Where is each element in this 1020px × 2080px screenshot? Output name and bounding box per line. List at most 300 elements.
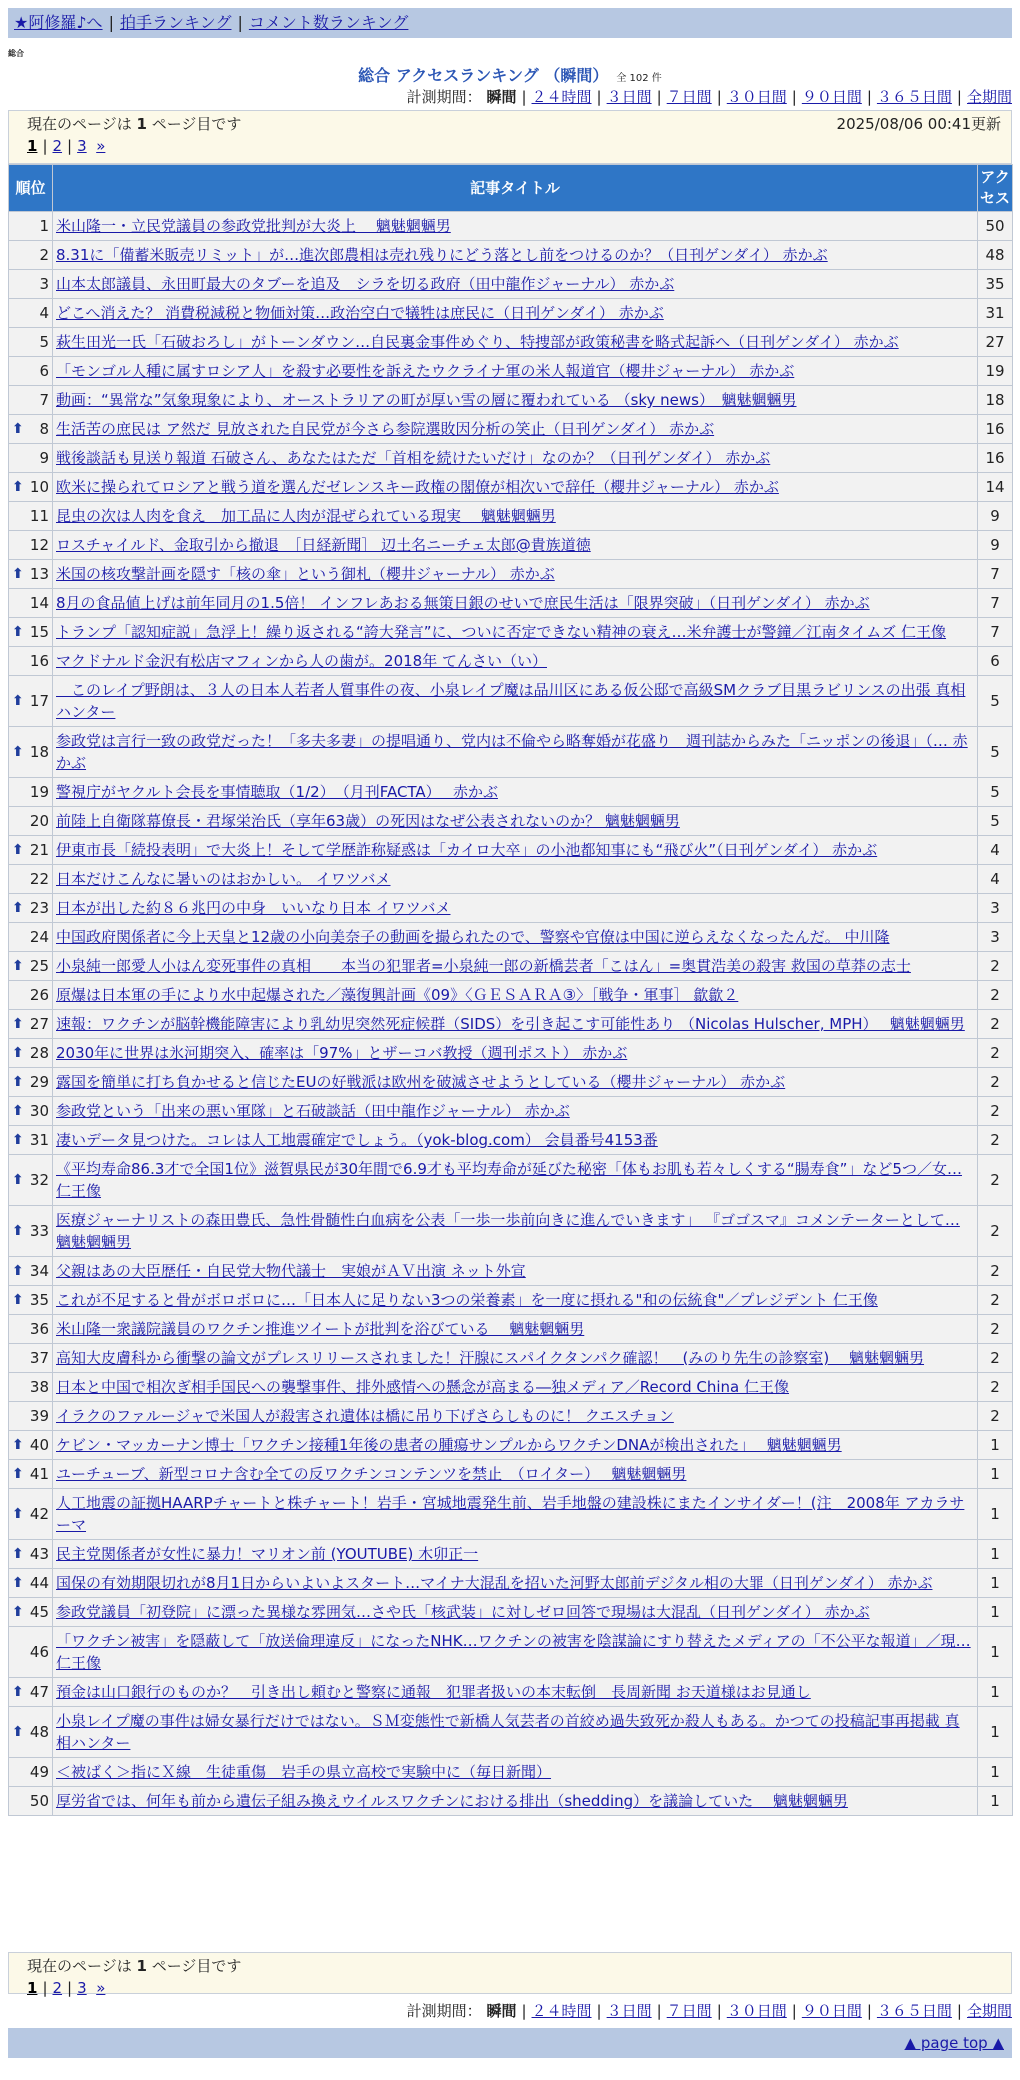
page-info-top: [8, 110, 1012, 164]
rank-number: 22: [29, 870, 49, 888]
article-link[interactable]: 米国の核攻撃計画を隠す「核の傘」という御札（櫻井ジャーナル） 赤かぶ: [56, 565, 555, 583]
rank-cell: [9, 836, 53, 865]
pager-current: 1: [27, 1979, 38, 1997]
rank-number: 20: [29, 812, 49, 830]
article-link[interactable]: 前陸上自衛隊幕僚長・君塚栄治氏（享年63歳）の死因はなぜ公表されないのか？ 魑魅魍魎男: [56, 812, 680, 830]
period-link-24h[interactable]: ２４時間: [531, 88, 592, 106]
period-link-365d[interactable]: ３６５日間: [876, 2002, 952, 2020]
nav-separator: |: [237, 13, 243, 32]
up-arrow-icon: ⬆: [12, 1045, 24, 1061]
table-row: [9, 894, 1013, 923]
rank-cell: [9, 1068, 53, 1097]
rank-number: 37: [29, 1349, 49, 1367]
table-row: [9, 923, 1013, 952]
table-row: [9, 241, 1013, 270]
article-link[interactable]: ＜被ばく＞指にＸ線 生徒重傷 岩手の県立高校で実験中に（毎日新聞）: [56, 1763, 552, 1781]
article-link[interactable]: 人工地震の証拠HAARPチャートと株チャート！岩手・宮城地震発生前、岩手地盤の建設株にまたインサイダー！(注 2008年 アカラサーマ: [56, 1494, 965, 1534]
access-count: 1: [978, 1569, 1013, 1598]
article-link[interactable]: 日本が出した約８６兆円の中身 いいなり日本 イワツバメ: [56, 899, 451, 917]
table-row: [9, 1286, 1013, 1315]
table-row: [9, 1431, 1013, 1460]
page-info-bottom: [8, 1952, 1012, 1997]
rank-cell: [9, 618, 53, 647]
title-cell: [53, 1540, 978, 1569]
article-link[interactable]: ケビン・マッカーナン博士「ワクチン接種1年後の患者の腫瘍サンプルからワクチンDNAが検出された」 魑魅魍魎男: [56, 1436, 842, 1454]
up-arrow-icon: ⬆: [12, 1016, 24, 1032]
title-cell: [53, 618, 978, 647]
article-link[interactable]: 「モンゴル人種に属すロシア人」を殺す必要性を訴えたウクライナ軍の米人報道官（櫻井ジャーナル） 赤かぶ: [56, 362, 795, 380]
article-link[interactable]: 米山隆一衆議院議員のワクチン推進ツイートが批判を浴びている 魑魅魍魎男: [56, 1320, 585, 1338]
rank-cell: [9, 807, 53, 836]
rank-number: 24: [29, 928, 49, 946]
access-count: 1: [978, 1758, 1013, 1787]
up-arrow-icon: ⬆: [12, 693, 24, 709]
article-link[interactable]: 小泉純一郎愛人小はん変死事件の真相 本当の犯罪者=小泉純一郎の新橋芸者「こはん」=奥貫浩美の殺害 救国の草莽の志士: [56, 957, 911, 975]
access-count: 2: [978, 1257, 1013, 1286]
access-count: 50: [978, 212, 1013, 241]
article-link[interactable]: 速報：ワクチンが脳幹機能障害により乳幼児突然死症候群（SIDS）を引き起こす可能性あり （Nicolas Hulscher, MPH） 魑魅魍魎男: [56, 1015, 965, 1033]
article-link[interactable]: 露国を簡単に打ち負かせると信じたEUの好戦派は欧州を破滅させようとしている（櫻井ジャーナル） 赤かぶ: [56, 1073, 786, 1091]
access-count: 27: [978, 328, 1013, 357]
table-row: [9, 328, 1013, 357]
title-cell: [53, 241, 978, 270]
rank-cell: [9, 727, 53, 778]
period-link-90d[interactable]: ９０日間: [801, 88, 862, 106]
title-cell: [53, 1206, 978, 1257]
access-count: 2: [978, 1068, 1013, 1097]
rank-cell: [9, 1758, 53, 1787]
rank-number: 27: [29, 1015, 49, 1033]
rank-cell: [9, 1569, 53, 1598]
period-link-90d[interactable]: ９０日間: [801, 2002, 862, 2020]
rank-cell: [9, 952, 53, 981]
article-link[interactable]: 萩生田光一氏「石破おろし」がトーンダウン…自民裏金事件めぐり、特捜部が政策秘書を略式起訴へ（日刊ゲンダイ） 赤かぶ: [56, 333, 899, 351]
title-cell: [53, 386, 978, 415]
rank-number: 12: [29, 536, 49, 554]
table-row: [9, 836, 1013, 865]
access-count: 14: [978, 473, 1013, 502]
rank-number: 26: [29, 986, 49, 1004]
access-count: 1: [978, 1431, 1013, 1460]
access-count: 5: [978, 807, 1013, 836]
article-link[interactable]: 民主党関係者が女性に暴力！マリオン前 (YOUTUBE) 木卯正一: [56, 1545, 479, 1563]
up-arrow-icon: ⬆: [12, 958, 24, 974]
rank-cell: [9, 212, 53, 241]
up-arrow-icon: ⬆: [12, 1263, 24, 1279]
access-count: 35: [978, 270, 1013, 299]
rank-number: 42: [29, 1505, 49, 1523]
table-row: [9, 1315, 1013, 1344]
page-status: 現在のページは 1 ページ目です: [27, 1957, 242, 1975]
table-row: [9, 1344, 1013, 1373]
nav-link-asyura[interactable]: ★阿修羅♪へ: [14, 13, 103, 32]
article-link[interactable]: 生活苦の庶民は ア然だ 見放された自民党が今さら参院選敗因分析の笑止（日刊ゲンダイ） 赤かぶ: [56, 420, 715, 438]
table-row: [9, 270, 1013, 299]
access-count: 1: [978, 1787, 1013, 1816]
up-arrow-icon: ⬆: [12, 1604, 24, 1620]
title-cell: [53, 981, 978, 1010]
rank-cell: [9, 589, 53, 618]
rank-cell: [9, 1039, 53, 1068]
article-link[interactable]: 参政党は言行一致の政党だった！「多夫多妻」の提唱通り、党内は不倫やら略奪婚が花盛り 週刊誌からみた「ニッポンの後退」（… 赤かぶ: [56, 732, 968, 772]
article-link[interactable]: このレイプ野朗は、３人の日本人若者人質事件の夜、小泉レイプ魔は品川区にある仮公邸で高級SMクラブ目黒ラビリンスの出張 真相ハンター: [56, 681, 966, 721]
article-link[interactable]: 日本と中国で相次ぎ相手国民への襲撃事件、排外感情への懸念が高まる―独メディア／Record China 仁王像: [56, 1378, 790, 1396]
rank-number: 21: [29, 841, 49, 859]
title-cell: [53, 647, 978, 676]
title-cell: [53, 1039, 978, 1068]
rank-number: 7: [39, 391, 49, 409]
table-row: [9, 1569, 1013, 1598]
access-count: 1: [978, 1460, 1013, 1489]
access-count: 2: [978, 1010, 1013, 1039]
article-link[interactable]: 凄いデータ見つけた。コレは人工地震確定でしょう。（yok-blog.com） 会員番号4153番: [56, 1131, 658, 1149]
title-cell: [53, 502, 978, 531]
period-link-365d[interactable]: ３６５日間: [876, 88, 952, 106]
rank-number: 34: [29, 1262, 49, 1280]
table-row: [9, 1402, 1013, 1431]
title-cell: [53, 1315, 978, 1344]
rank-cell: [9, 647, 53, 676]
article-link[interactable]: ユーチューブ、新型コロナ含む全ての反ワクチンコンテンツを禁止 （ロイター） 魑魅魍魎男: [56, 1465, 687, 1483]
access-count: 2: [978, 1373, 1013, 1402]
up-arrow-icon: ⬆: [12, 1437, 24, 1453]
table-row: [9, 1097, 1013, 1126]
article-link[interactable]: 欧米に操られてロシアと戦う道を選んだゼレンスキー政権の閣僚が相次いで辞任（櫻井ジャーナル） 赤かぶ: [56, 478, 779, 496]
article-link[interactable]: 「ワクチン被害」を隠蔽して「放送倫理違反」になったNHK…ワクチンの被害を陰謀論にすり替えたメディアの「不公平な報道」／現… 仁王像: [56, 1632, 971, 1672]
up-arrow-icon: ⬆: [12, 566, 24, 582]
access-count: 5: [978, 727, 1013, 778]
rank-cell: [9, 1286, 53, 1315]
up-arrow-icon: ⬆: [12, 900, 24, 916]
rank-cell: [9, 1540, 53, 1569]
rank-number: 33: [29, 1222, 49, 1240]
rank-number: 19: [29, 783, 49, 801]
article-link[interactable]: 2030年に世界は氷河期突入、確率は「97%」とザーコバ教授（週刊ポスト） 赤かぶ: [56, 1044, 628, 1062]
rank-number: 45: [29, 1603, 49, 1621]
rank-cell: [9, 1678, 53, 1707]
table-row: [9, 1155, 1013, 1206]
table-row: [9, 1627, 1013, 1678]
article-link[interactable]: 警視庁がヤクルト会長を事情聴取（1/2） （月刊FACTA） 赤かぶ: [56, 783, 498, 801]
rank-cell: [9, 1315, 53, 1344]
title-cell: [53, 1402, 978, 1431]
rank-cell: [9, 981, 53, 1010]
rank-cell: [9, 894, 53, 923]
col-access-header: アクセス: [978, 165, 1013, 212]
table-row: [9, 1257, 1013, 1286]
article-link[interactable]: 8.31に「備蓄米販売リミット」が…進次郎農相は売れ残りにどう落とし前をつけるのか？（日刊ゲンダイ） 赤かぶ: [56, 246, 828, 264]
period-label: 計測期間：: [406, 2002, 482, 2020]
rank-cell: [9, 865, 53, 894]
title-cell: [53, 1569, 978, 1598]
article-link[interactable]: 山本太郎議員、永田町最大のタブーを追及 シラを切る政府（田中龍作ジャーナル） 赤かぶ: [56, 275, 675, 293]
rank-cell: [9, 1707, 53, 1758]
pager-link-2[interactable]: 2: [52, 137, 63, 155]
rank-number: 31: [29, 1131, 49, 1149]
rank-number: 43: [29, 1545, 49, 1563]
table-row: [9, 647, 1013, 676]
access-count: 1: [978, 1540, 1013, 1569]
period-current: 瞬間: [486, 2002, 517, 2020]
col-rank-header: 順位: [9, 165, 53, 212]
article-link[interactable]: 伊東市長「続投表明」で大炎上！そして学歴詐称疑惑は「カイロ大卒」の小池都知事にも“飛び火”（日刊ゲンダイ） 赤かぶ: [56, 841, 878, 859]
table-row: [9, 212, 1013, 241]
rank-number: 3: [39, 275, 49, 293]
rank-number: 35: [29, 1291, 49, 1309]
access-count: 2: [978, 952, 1013, 981]
article-link[interactable]: 原爆は日本軍の手により水中起爆された／藻復興計画《09》〈ＧＥＳＡＲＡ③〉［戦争・軍事］ 歙歙２: [56, 986, 739, 1004]
access-count: 1: [978, 1627, 1013, 1678]
title-cell: [53, 299, 978, 328]
article-link[interactable]: 父親はあの大臣歴任・自民党大物代議士 実娘がＡＶ出演 ネット外宣: [56, 1262, 526, 1280]
access-count: 2: [978, 1206, 1013, 1257]
title-cell: [53, 1155, 978, 1206]
title-cell: [53, 1460, 978, 1489]
article-link[interactable]: 《平均寿命86.3才で全国1位》滋賀県民が30年間で6.9才も平均寿命が延びた秘密「体もお肌も若々しくする“腸寿食”」など5つ／女… 仁王像: [56, 1160, 962, 1200]
article-link[interactable]: 預金は山口銀行のものか？ 引き出し頼むと警察に通報 犯罪者扱いの本末転倒 長周新聞 お天道様はお見通し: [56, 1683, 811, 1701]
table-row: [9, 1039, 1013, 1068]
title-cell: [53, 1707, 978, 1758]
access-count: 3: [978, 894, 1013, 923]
title-cell: [53, 415, 978, 444]
access-count: 1: [978, 1707, 1013, 1758]
table-row: [9, 473, 1013, 502]
table-row: [9, 299, 1013, 328]
access-count: 9: [978, 502, 1013, 531]
rank-cell: [9, 531, 53, 560]
article-link[interactable]: 昆虫の次は人肉を食え 加工品に人肉が混ぜられている現実 魑魅魍魎男: [56, 507, 556, 525]
title-cell: [53, 923, 978, 952]
rank-number: 14: [29, 594, 49, 612]
title-cell: [53, 1787, 978, 1816]
rank-number: 47: [29, 1683, 49, 1701]
rank-cell: [9, 1126, 53, 1155]
rank-number: 28: [29, 1044, 49, 1062]
rank-number: 23: [29, 899, 49, 917]
rank-number: 11: [29, 507, 49, 525]
title-cell: [53, 1431, 978, 1460]
access-count: 4: [978, 836, 1013, 865]
title-cell: [53, 807, 978, 836]
table-row: [9, 1707, 1013, 1758]
table-row: [9, 952, 1013, 981]
pager-link-3[interactable]: 3: [77, 1979, 87, 1997]
rank-number: 10: [29, 478, 49, 496]
rank-cell: [9, 241, 53, 270]
up-arrow-icon: ⬆: [12, 1546, 24, 1562]
article-link[interactable]: 米山隆一・立民党議員の参政党批判が大炎上 魑魅魍魎男: [56, 217, 451, 235]
rank-number: 5: [39, 333, 49, 351]
title-cell: [53, 1627, 978, 1678]
article-link[interactable]: 医療ジャーナリストの森田豊氏、急性骨髄性白血病を公表「一歩一歩前向きに進んでいきます」 『ゴゴスマ』コメンテーターとして… 魑魅魍魎男: [56, 1211, 960, 1251]
access-count: 19: [978, 357, 1013, 386]
article-link[interactable]: イラクのファルージャで米国人が殺害され遺体は橋に吊り下げさらしものに！ クエスチョン: [56, 1407, 674, 1425]
access-count: 2: [978, 1126, 1013, 1155]
rank-number: 6: [39, 362, 49, 380]
rank-cell: [9, 1787, 53, 1816]
article-link[interactable]: 厚労省では、何年も前から遺伝子組み換えウイルスワクチンにおける排出（shedding）を議論していた 魑魅魍魎男: [56, 1792, 848, 1810]
rank-number: 9: [39, 449, 49, 467]
rank-cell: [9, 444, 53, 473]
rank-cell: [9, 328, 53, 357]
pager-current: 1: [27, 137, 38, 155]
rank-number: 29: [29, 1073, 49, 1091]
title-cell: [53, 1068, 978, 1097]
rank-number: 49: [29, 1763, 49, 1781]
rank-number: 15: [29, 623, 49, 641]
title-cell: [53, 894, 978, 923]
rank-cell: [9, 1598, 53, 1627]
period-link-all[interactable]: 全期間: [966, 2002, 1012, 2020]
rank-cell: [9, 473, 53, 502]
up-arrow-icon: ⬆: [12, 1223, 24, 1239]
rank-number: 38: [29, 1378, 49, 1396]
period-link-30d[interactable]: ３０日間: [726, 2002, 787, 2020]
access-count: 2: [978, 1155, 1013, 1206]
article-link[interactable]: これが不足すると骨がボロボロに…「日本人に足りない3つの栄養素」を一度に摂れる"和の伝統食"／プレジデント 仁王像: [56, 1291, 878, 1309]
table-row: [9, 865, 1013, 894]
table-row: [9, 560, 1013, 589]
title-cell: [53, 1678, 978, 1707]
article-link[interactable]: トランプ「認知症説」急浮上！繰り返される“誇大発言”に、ついに否定できない精神の衰え…米弁護士が警鐘／江南タイムズ 仁王像: [56, 623, 947, 641]
title-cell: [53, 1126, 978, 1155]
table-row: [9, 1678, 1013, 1707]
article-link[interactable]: 戦後談話も見送り報道 石破さん、あなたはただ「首相を続けたいだけ」なのか？（日刊ゲンダイ） 赤かぶ: [56, 449, 771, 467]
table-row: [9, 415, 1013, 444]
table-row: [9, 1787, 1013, 1816]
rank-cell: [9, 415, 53, 444]
pager-next[interactable]: »: [96, 1979, 106, 1997]
rank-cell: [9, 560, 53, 589]
rank-cell: [9, 1206, 53, 1257]
pager-next[interactable]: »: [96, 137, 106, 155]
access-count: 2: [978, 1344, 1013, 1373]
rank-number: 8: [39, 420, 49, 438]
article-link[interactable]: 中国政府関係者に今上天皇と12歳の小向美奈子の動画を撮られたので、警察や官僚は中国に逆らえなくなったんだ。 中川隆: [56, 928, 890, 946]
up-arrow-icon: ⬆: [12, 1684, 24, 1700]
rank-cell: [9, 1010, 53, 1039]
updated-time: 2025/08/06 00:41更新: [836, 115, 1001, 133]
period-current: 瞬間: [486, 88, 517, 106]
title-cell: [53, 589, 978, 618]
period-link-3d[interactable]: ３日間: [606, 2002, 652, 2020]
access-count: 18: [978, 386, 1013, 415]
period-selector-bottom: 計測期間： 瞬間 | ２４時間 | ３日間 | ７日間 | ３０日間 | ９０日間 | ３６５日間 | 全期間: [406, 2002, 1012, 2020]
rank-number: 2: [39, 246, 49, 264]
period-link-all[interactable]: 全期間: [966, 88, 1012, 106]
up-arrow-icon: ⬆: [12, 1103, 24, 1119]
period-link-7d[interactable]: ７日間: [666, 2002, 712, 2020]
table-row: [9, 589, 1013, 618]
table-row: [9, 1598, 1013, 1627]
rank-cell: [9, 1373, 53, 1402]
period-link-3d[interactable]: ３日間: [606, 88, 652, 106]
article-link[interactable]: 日本だけこんなに暑いのはおかしい。 イワツバメ: [56, 870, 391, 888]
article-link[interactable]: 小泉レイプ魔の事件は婦女暴行だけではない。ＳＭ変態性で新橋人気芸者の首絞め過失致死か殺人もある。かつての投稿記事再掲載 真相ハンター: [56, 1712, 960, 1752]
table-row: [9, 1373, 1013, 1402]
up-arrow-icon: ⬆: [12, 1575, 24, 1591]
page-top-link[interactable]: ▲ page top ▲: [904, 2034, 1004, 2052]
table-row: [9, 531, 1013, 560]
up-arrow-icon: ⬆: [12, 744, 24, 760]
title-cell: [53, 1373, 978, 1402]
access-count: 1: [978, 1678, 1013, 1707]
access-count: 7: [978, 618, 1013, 647]
table-row: [9, 1206, 1013, 1257]
up-arrow-icon: ⬆: [12, 1466, 24, 1482]
period-link-30d[interactable]: ３０日間: [726, 88, 787, 106]
access-count: 2: [978, 1315, 1013, 1344]
rank-cell: [9, 1402, 53, 1431]
title-cell: [53, 1598, 978, 1627]
article-link[interactable]: 動画：“異常な”気象現象により、オーストラリアの町が厚い雪の層に覆われている （sky news） 魑魅魍魎男: [56, 391, 797, 409]
period-selector-top: 計測期間： 瞬間 | ２４時間 | ３日間 | ７日間 | ３０日間 | ９０日間 | ３６５日間 | 全期間: [406, 88, 1012, 106]
table-row: [9, 981, 1013, 1010]
article-link[interactable]: マクドナルド金沢有松店マフィンから人の歯が。2018年 てんさい（い）: [56, 652, 547, 670]
article-link[interactable]: どこへ消えた？ 消費税減税と物価対策…政治空白で犠牲は庶民に（日刊ゲンダイ） 赤かぶ: [56, 304, 664, 322]
rank-cell: [9, 923, 53, 952]
table-row: [9, 1758, 1013, 1787]
page-status: 現在のページは 1 ページ目です: [27, 115, 242, 133]
access-count: 31: [978, 299, 1013, 328]
up-arrow-icon: ⬆: [12, 1132, 24, 1148]
rank-cell: [9, 386, 53, 415]
article-link[interactable]: 参政党議員「初登院」に漂った異様な雰囲気…さや氏「核武装」に対しゼロ回答で現場は大混乱（日刊ゲンダイ） 赤かぶ: [56, 1603, 870, 1621]
title-cell: [53, 531, 978, 560]
rank-number: 1: [39, 217, 49, 235]
col-title-header: 記事タイトル: [53, 165, 978, 212]
pager-bottom: 1 | 2 | 3 »: [27, 1979, 106, 1997]
title-cell: [53, 1010, 978, 1039]
rank-cell: [9, 1489, 53, 1540]
rank-number: 50: [29, 1792, 49, 1810]
up-arrow-icon: ⬆: [12, 1292, 24, 1308]
rank-number: 32: [29, 1171, 49, 1189]
top-nav-bar: [8, 8, 1012, 38]
access-count: 6: [978, 647, 1013, 676]
nav-link-comment-ranking[interactable]: コメント数ランキング: [248, 13, 409, 32]
pager-link-2[interactable]: 2: [52, 1979, 63, 1997]
title-cell: [53, 1344, 978, 1373]
bottom-bar: [8, 2028, 1012, 2058]
rank-number: 46: [29, 1643, 49, 1661]
title-cell: [53, 1758, 978, 1787]
rank-number: 41: [29, 1465, 49, 1483]
table-row: [9, 807, 1013, 836]
rank-cell: [9, 502, 53, 531]
title-cell: [53, 212, 978, 241]
period-link-24h[interactable]: ２４時間: [531, 2002, 592, 2020]
rank-cell: [9, 1257, 53, 1286]
breadcrumb: 総合: [8, 49, 24, 58]
table-row: [9, 1126, 1013, 1155]
rank-number: 18: [29, 743, 49, 761]
article-link[interactable]: 8月の食品値上げは前年同月の1.5倍！ インフレあおる無策日銀のせいで庶民生活は「限界突破」（日刊ゲンダイ） 赤かぶ: [56, 594, 870, 612]
nav-link-clap-ranking[interactable]: 拍手ランキング: [119, 13, 232, 32]
title-cell: [53, 270, 978, 299]
rank-cell: [9, 676, 53, 727]
article-link[interactable]: 高知大皮膚科から衝撃の論文がプレスリリースされました！汗腺にスパイクタンパク確認！ (みのり先生の診察室) 魑魅魍魎男: [56, 1349, 925, 1367]
article-link[interactable]: ロスチャイルド、金取引から撤退 ［日経新聞］ 辺土名ニーチェ太郎@貴族道徳: [56, 536, 591, 554]
table-row: [9, 357, 1013, 386]
pager-link-3[interactable]: 3: [77, 137, 87, 155]
rank-cell: [9, 357, 53, 386]
article-link[interactable]: 参政党という「出来の悪い軍隊」と石破談話（田中龍作ジャーナル） 赤かぶ: [56, 1102, 570, 1120]
period-link-7d[interactable]: ７日間: [666, 88, 712, 106]
article-link[interactable]: 国保の有効期限切れが8月1日からいよいよスタート…マイナ大混乱を招いた河野太郎前デジタル相の大罪（日刊ゲンダイ） 赤かぶ: [56, 1574, 933, 1592]
access-count: 7: [978, 589, 1013, 618]
total-count: 全 102 件: [616, 73, 662, 84]
